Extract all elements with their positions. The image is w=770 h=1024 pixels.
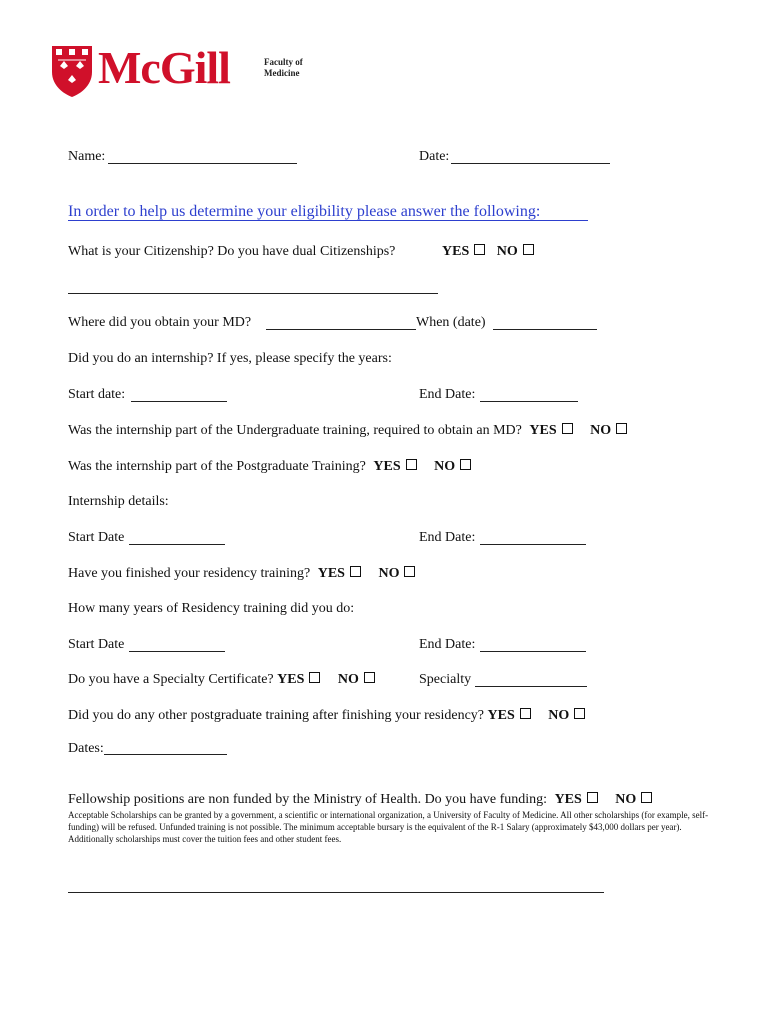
yes-label: YES [442, 244, 470, 259]
no-label: NO [496, 244, 518, 259]
no-label: NO [548, 708, 570, 723]
specialty-label: Specialty [419, 672, 472, 687]
internship-start-field[interactable] [131, 401, 227, 402]
undergrad-question: Was the internship part of the Undergraduate training, required to obtain an MD? [68, 423, 522, 438]
internship-details-label: Internship details: [68, 494, 169, 509]
yes-label: YES [277, 672, 305, 687]
funding-question: Fellowship positions are non funded by the Ministry of Health. Do you have funding: [68, 792, 548, 807]
yes-label: YES [317, 566, 345, 581]
specialty-cert-question: Do you have a Specialty Certificate? [68, 672, 274, 687]
no-label: NO [615, 792, 637, 807]
undergrad-no-checkbox[interactable] [616, 423, 627, 434]
scholarship-notice: Acceptable Scholarships can be granted by a government, a scientific or international organization, a University of Faculty of Medicine. All other scholarships (for example, self-funding) will be refused. Unfunded training is not possible. The minimum acceptable bursary is the equivalent of the R-1 Salary (approximately $43,000 dollars per year). Additionally scholarships must cover the tuition fees and other student fees. [68, 810, 709, 844]
postgrad-yes-checkbox[interactable] [406, 459, 417, 470]
md-when-label: When (date) [416, 315, 486, 330]
yes-label: YES [373, 459, 401, 474]
details-start-label: Start Date [68, 530, 125, 545]
postgrad-row [68, 459, 471, 475]
details-end-label: End Date: [419, 530, 476, 545]
no-label: NO [434, 459, 456, 474]
md-date-field[interactable] [493, 329, 597, 330]
citizenship-answer [442, 244, 534, 260]
other-training-no-checkbox[interactable] [574, 708, 585, 719]
yes-label: YES [487, 708, 515, 723]
mcgill-wordmark: McGill [98, 42, 230, 93]
internship-end-label: End Date: [419, 387, 476, 402]
specialty-field[interactable] [475, 686, 587, 687]
undergrad-yes-checkbox[interactable] [562, 423, 573, 434]
date-label: Date: [419, 149, 450, 164]
residency-yes-checkbox[interactable] [350, 566, 361, 577]
citizenship-no-checkbox[interactable] [523, 244, 534, 255]
funding-no-checkbox[interactable] [641, 792, 652, 803]
residency-years-question: How many years of Residency training did you do: [68, 601, 355, 616]
residency-start-field[interactable] [129, 651, 225, 652]
eligibility-heading: In order to help us determine your eligibility please answer the following: [68, 203, 541, 220]
residency-end-field[interactable] [480, 651, 586, 652]
md-question: Where did you obtain your MD? [68, 315, 252, 330]
specialty-cert-row [68, 672, 375, 688]
funding-row [68, 792, 652, 808]
other-training-question: Did you do any other postgraduate training after finishing your residency? [68, 708, 484, 723]
specialty-yes-checkbox[interactable] [309, 672, 320, 683]
heading-underline [68, 220, 588, 221]
dates-field[interactable] [104, 754, 227, 755]
internship-end-field[interactable] [480, 401, 578, 402]
citizenship-yes-checkbox[interactable] [474, 244, 485, 255]
faculty-of-medicine-label: Faculty of Medicine [264, 57, 303, 78]
other-training-yes-checkbox[interactable] [520, 708, 531, 719]
residency-end-label: End Date: [419, 637, 476, 652]
mcgill-shield-logo [50, 44, 94, 98]
name-field[interactable] [108, 163, 297, 164]
citizenship-question: What is your Citizenship? Do you have dual Citizenships? [68, 244, 396, 259]
yes-label: YES [554, 792, 582, 807]
citizenship-field[interactable] [68, 293, 438, 294]
other-training-row [68, 708, 585, 724]
residency-no-checkbox[interactable] [404, 566, 415, 577]
internship-question: Did you do an internship? If yes, please specify the years: [68, 351, 392, 366]
specialty-no-checkbox[interactable] [364, 672, 375, 683]
funding-yes-checkbox[interactable] [587, 792, 598, 803]
details-end-field[interactable] [480, 544, 586, 545]
postgrad-question: Was the internship part of the Postgraduate Training? [68, 459, 366, 474]
signature-line[interactable] [68, 892, 604, 893]
residency-finished-question: Have you finished your residency training? [68, 566, 311, 581]
internship-start-label: Start date: [68, 387, 126, 402]
yes-label: YES [529, 423, 557, 438]
residency-start-label: Start Date [68, 637, 125, 652]
name-label: Name: [68, 149, 106, 164]
no-label: NO [378, 566, 400, 581]
md-field[interactable] [266, 329, 416, 330]
postgrad-no-checkbox[interactable] [460, 459, 471, 470]
residency-finished-row [68, 566, 415, 582]
date-field[interactable] [451, 163, 610, 164]
dates-label: Dates: [68, 741, 104, 756]
no-label: NO [337, 672, 359, 687]
undergrad-row [68, 423, 627, 439]
no-label: NO [590, 423, 612, 438]
details-start-field[interactable] [129, 544, 225, 545]
